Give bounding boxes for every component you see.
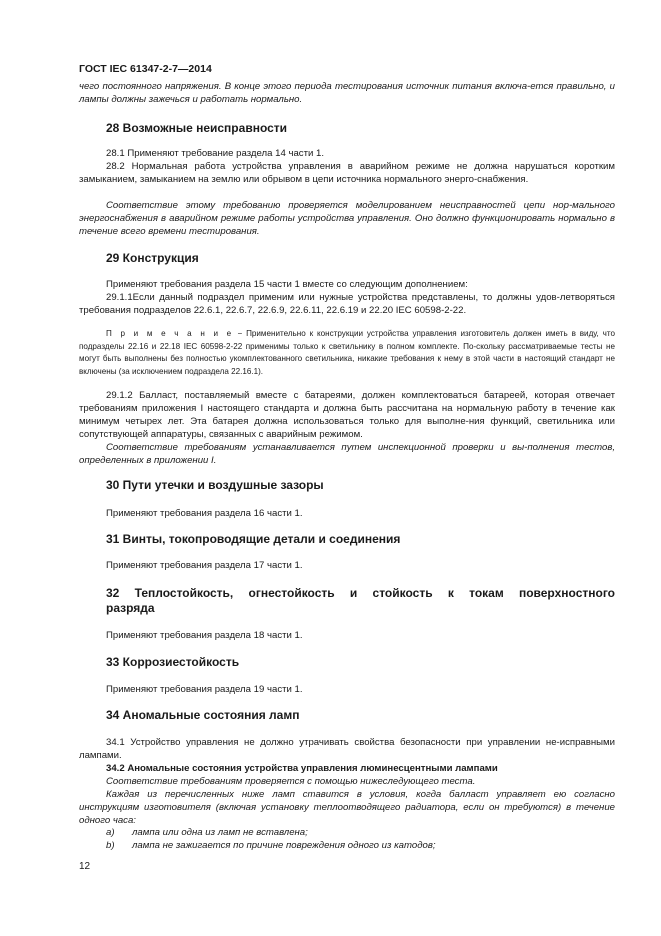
s34-paragraph-3: Соответствие требованиям проверяется с помощью нижеследующего теста. xyxy=(106,776,476,787)
s30-paragraph-1: Применяют требования раздела 16 части 1. xyxy=(106,508,303,519)
document-code: ГОСТ IEC 61347-2-7—2014 xyxy=(79,63,212,75)
list-item-label: a) xyxy=(106,827,115,838)
list-item xyxy=(106,840,436,851)
s29-paragraph-2: 29.1.1Если данный подраздел применим или нужные устройства представлены, то должны удов-летворяться требования подразделов 22.6.1, 22.6.7, 22.6.9, 22.6.11, 22.6.19 и 22.20 IEC 60598-2-22. xyxy=(79,292,615,316)
s34-paragraph-4: Каждая из перечисленных ниже ламп ставится в условия, когда балласт управляет ею согласно инструкциям изготовителя (включая установку теплоотводящего радиатора, если он требуются) в течение одного часа: xyxy=(79,789,615,826)
s34-paragraph-1: 34.1 Устройство управления не должно утрачивать свойства безопасности при управлении не-исправными лампами. xyxy=(79,737,615,761)
intro-paragraph: чего постоянного напряжения. В конце этого периода тестирования источник питания включа-ется правильно, и лампы должны зажечься и работать нормально. xyxy=(79,81,615,105)
section-34-title: 34 Аномальные состояния ламп xyxy=(106,708,300,722)
list-item-text: лампа или одна из ламп не вставлена; xyxy=(132,827,308,838)
s29-paragraph-1: Применяют требования раздела 15 части 1 вместе со следующим дополнением: xyxy=(106,279,468,290)
section-32-title-line-2: разряда xyxy=(106,601,155,615)
section-32-title-line-1: 32 Теплостойкость, огнестойкость и стойкость к токам поверхностного xyxy=(106,586,615,600)
list-item xyxy=(106,827,308,838)
s28-paragraph-3: Соответствие этому требованию проверяется моделированием неисправностей цепи нор-мального энергоснабжения в аварийном режиме работы устройства управления. Оно должно функционировать нормально в течение всего времени тестирования. xyxy=(79,200,615,237)
s29-paragraph-3: 29.1.2 Балласт, поставляемый вместе с батареями, должен комплектоваться батареей, которая отвечает требованиям приложения I настоящего стандарта и должна быть рассчитана на нормальную работу в течение как минимум четырех лет. Эта батарея должна использоваться только для выполне-ния функций, светильника или сопутствующей аппаратуры, связанных с аварийным режимом. xyxy=(79,390,615,440)
page-number: 12 xyxy=(79,861,91,872)
list-item-text: лампа не зажигается по причине повреждения одного из катодов; xyxy=(132,840,436,851)
s28-paragraph-2: 28.2 Нормальная работа устройства управления в аварийном режиме не должна нарушаться коротким замыканием, замыканием на землю или обрывом в цепи источника нормального энерго-снабжения. xyxy=(79,161,615,185)
note-text: − Применительно к конструкции устройства управления изготовитель должен иметь в виду, что подразделы 22.16 и 22.18 IEC 60598-2-22 применимы только к светильнику в полном комплекте. По-скольку рассматриваемые тесты не могут быть выполнены без полностью укомплектованного светильника, никакие требования к нему в этой части в настоящий стандарт не включены (за исключением подраздела 22.16.1). xyxy=(79,329,615,376)
s32-paragraph-1: Применяют требования раздела 18 части 1. xyxy=(106,630,303,641)
s29-note xyxy=(79,328,615,378)
s33-paragraph-1: Применяют требования раздела 19 части 1. xyxy=(106,684,303,695)
s34-subheading-2: 34.2 Аномальные состояния устройства управления люминесцентными лампами xyxy=(106,763,498,774)
section-33-title: 33 Коррозиестойкость xyxy=(106,655,240,669)
section-28-title: 28 Возможные неисправности xyxy=(106,121,288,135)
section-31-title: 31 Винты, токопроводящие детали и соединения xyxy=(106,532,401,546)
s29-paragraph-4: Соответствие требованиям устанавливается путем инспекционной проверки и вы-полнения тестов, определенных в приложении I. xyxy=(79,442,615,466)
s31-paragraph-1: Применяют требования раздела 17 части 1. xyxy=(106,560,303,571)
section-29-title: 29 Конструкция xyxy=(106,251,199,265)
list-item-label: b) xyxy=(106,840,115,851)
section-30-title: 30 Пути утечки и воздушные зазоры xyxy=(106,478,324,492)
s28-paragraph-1: 28.1 Применяют требование раздела 14 части 1. xyxy=(106,148,325,159)
note-label: П р и м е ч а н и е xyxy=(106,329,234,338)
